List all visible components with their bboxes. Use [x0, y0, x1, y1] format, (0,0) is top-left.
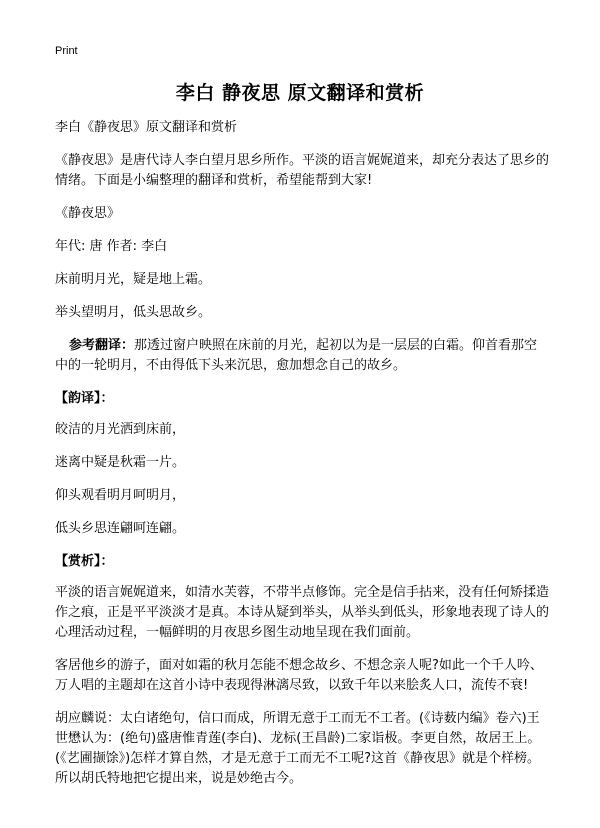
poem-meta: 年代: 唐 作者: 李白: [55, 239, 168, 254]
page-title: 李白 静夜思 原文翻译和赏析: [175, 82, 425, 104]
print-link[interactable]: Print: [55, 45, 78, 57]
shang-paragraph-1: 平淡的语言娓娓道来，如清水芙蓉，不带半点修饰。完全是信手拈来，没有任何矫揉造作之痕，正是平平淡淡才是真。本诗从疑到举头，从举头到低头，形象地表现了诗人的心理活动过程，一幅鲜明的月夜思乡图生动地呈现在我们面前。: [55, 585, 550, 640]
intro-title: 李白《静夜思》原文翻译和赏析: [55, 120, 238, 135]
yun-heading: 【韵译】：: [55, 391, 114, 406]
reference-translation: [55, 336, 550, 376]
yun-line-1: 皎洁的月光洒到床前，: [55, 422, 186, 437]
yun-line-4: 低头乡思连翩呵连翩。: [55, 521, 186, 536]
article-body: [55, 118, 550, 802]
reference-text: 那透过窗户映照在床前的月光，起初以为是一层层的白霜。仰首看那空中的一轮明月，不由得低下头来沉思，愈加想念自己的故乡。: [55, 338, 538, 373]
shang-paragraph-2: 客居他乡的游子，面对如霜的秋月怎能不想念故乡、不想念亲人呢?如此一个千人吟、万人唱的主题却在这首小诗中表现得淋漓尽致，以致千年以来脍炙人口，流传不衰!: [55, 658, 543, 693]
shang-heading: 【赏析】：: [55, 554, 114, 569]
poem-title: 《静夜思》: [55, 206, 121, 221]
poem-line-1: 床前明月光，疑是地上霜。: [55, 272, 212, 287]
poem-line-2: 举头望明月，低头思故乡。: [55, 305, 212, 320]
intro-paragraph: 《静夜思》是唐代诗人李白望月思乡所作。平淡的语言娓娓道来，却充分表达了思乡的情绪。下面是小编整理的翻译和赏析，希望能帮到大家!: [55, 153, 550, 188]
reference-label: 参考翻译：: [69, 338, 135, 353]
shang-paragraph-3: 胡应麟说：太白诸绝句，信口而成，所谓无意于工而无不工者。(《诗薮内编》卷六)王世懋认为：(绝句)盛唐惟青莲(李白)、龙标(王昌龄)二家诣极。李更自然，故居王上。(《艺圃撷馀》)怎样才算自然，才是无意于工而无不工呢?这首《静夜思》就是个样榜。所以胡氏特地把它提出来，说是妙绝古今。: [55, 711, 541, 786]
yun-line-3: 仰头观看明月呵明月，: [55, 488, 186, 503]
yun-line-2: 迷离中疑是秋霜一片。: [55, 455, 186, 470]
